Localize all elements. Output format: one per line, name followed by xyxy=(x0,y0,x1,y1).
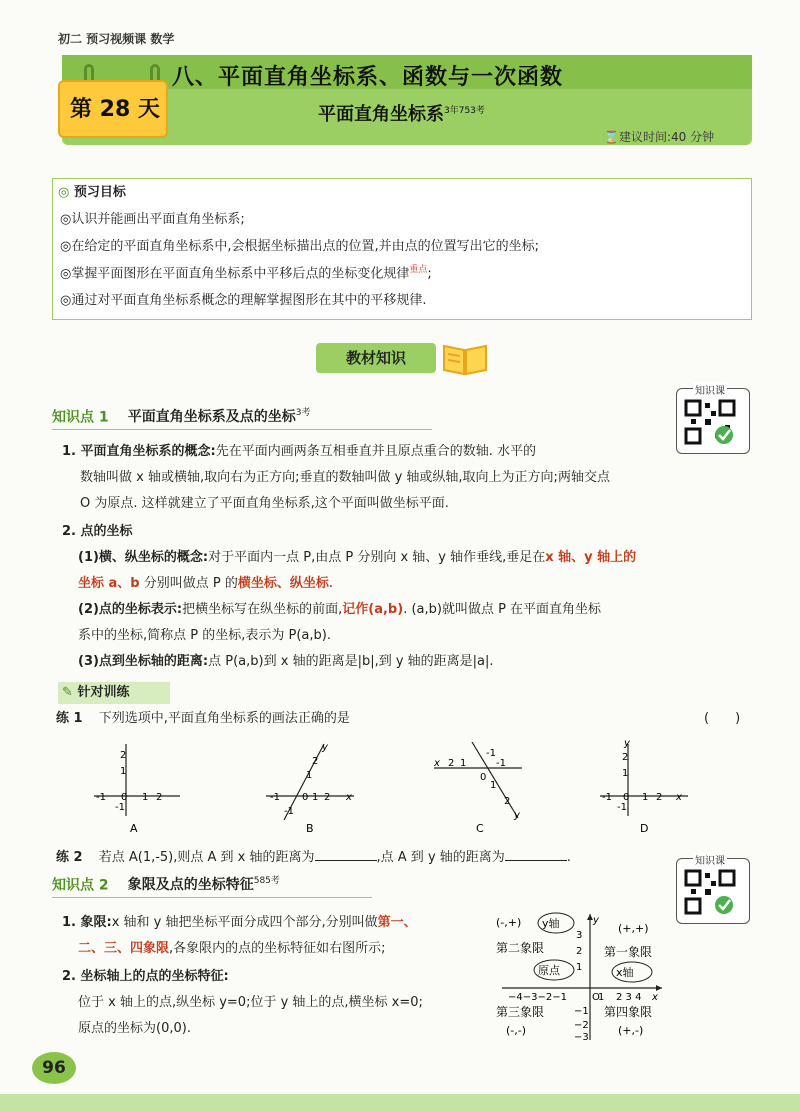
ex2-blank-1[interactable] xyxy=(315,860,377,861)
kp1-p21-red2: 坐标 a、b xyxy=(78,576,140,591)
svg-text:-1: -1 xyxy=(115,802,125,813)
option-a-figure[interactable] xyxy=(90,738,190,836)
kp1-p23-line xyxy=(78,649,494,675)
goals-title xyxy=(58,181,126,200)
ex2-blank-2[interactable] xyxy=(505,860,567,861)
kp1-number: 知识点 1 xyxy=(52,409,109,426)
svg-text:1: 1 xyxy=(142,792,149,803)
svg-text:1: 1 xyxy=(306,770,313,781)
kp1-p22-label: (2)点的坐标表示: xyxy=(78,602,183,617)
kp2-p2-label-text: 2. 坐标轴上的点的坐标特征: xyxy=(62,969,229,984)
kp2-p2-line2: 原点的坐标为(0,0). xyxy=(78,1021,191,1036)
kp2-header xyxy=(52,873,372,898)
time-tip xyxy=(604,128,714,145)
kp2-p1-red1: 第一、 xyxy=(377,915,417,930)
svg-text:1: 1 xyxy=(598,992,605,1003)
qr-code-icon xyxy=(677,389,747,451)
svg-text:2: 2 xyxy=(312,756,319,767)
q1-label: 第一象限 xyxy=(604,945,653,959)
page-number: 96 xyxy=(32,1052,76,1084)
qr-label: 知识课 xyxy=(693,852,727,867)
svg-text:-1: -1 xyxy=(284,806,294,817)
kp1-p23-label: (3)点到坐标轴的距离: xyxy=(78,654,209,669)
goal-item: ◎在给定的平面直角坐标系中,会根据坐标描出点的位置,并由点的位置写出它的坐标; xyxy=(60,239,539,254)
goal-item-text: ◎掌握平面图形在平面直角坐标系中平移后点的坐标变化规律 xyxy=(60,266,410,282)
kp1-p22-red: 记作(a,b) xyxy=(342,602,404,617)
kp1-p22-text: 把横坐标写在纵坐标的前面, xyxy=(182,602,343,617)
q4-sign: (+,-) xyxy=(618,1024,644,1037)
svg-text:y: y xyxy=(322,742,328,753)
svg-text:2: 2 xyxy=(156,792,163,803)
kp2-p2-line1: 位于 x 轴上的点,纵坐标 y=0;位于 y 轴上的点,横坐标 x=0; xyxy=(78,995,423,1010)
q3-sign: (-,-) xyxy=(506,1024,527,1037)
q4-label: 第四象限 xyxy=(604,1005,653,1019)
svg-text:-1: -1 xyxy=(96,792,106,803)
svg-text:0: 0 xyxy=(623,792,630,803)
hourglass-icon: ⌛ xyxy=(604,130,619,144)
svg-text:0: 0 xyxy=(302,792,309,803)
svg-text:y: y xyxy=(514,810,520,821)
kp2-p1-label: 1. 象限: xyxy=(62,915,112,930)
svg-text:1: 1 xyxy=(120,766,127,777)
kp2-title: 象限及点的坐标特征 xyxy=(127,877,254,894)
y-axis-label: y轴 xyxy=(542,917,560,930)
goals-title-text: 预习目标 xyxy=(73,185,126,200)
qr-code-box[interactable] xyxy=(676,388,750,454)
ex1-line xyxy=(56,706,350,732)
kp1-p1-line3: O 为原点. 这样就建立了平面直角坐标系,这个平面叫做坐标平面. xyxy=(80,496,449,511)
svg-text:2: 2 xyxy=(448,758,455,769)
kp1-p1-line1 xyxy=(62,439,536,465)
svg-text:O: O xyxy=(592,992,600,1003)
svg-text:2: 2 xyxy=(504,796,511,807)
ex2-text-b: ,点 A 到 y 轴的距离为 xyxy=(376,850,505,865)
training-title: 针对训练 xyxy=(77,685,130,700)
target-icon: ◎ xyxy=(58,185,70,200)
svg-text:1: 1 xyxy=(312,792,319,803)
open-book-icon xyxy=(440,340,490,378)
svg-text:1: 1 xyxy=(576,962,583,973)
day-label: 第 28 天 xyxy=(70,97,160,122)
training-header xyxy=(58,682,170,704)
q2-sign: (-,+) xyxy=(496,916,522,929)
kp1-title: 平面直角坐标系及点的坐标 xyxy=(127,409,296,426)
kp1-p22-line2: 系中的坐标,简称点 P 的坐标,表示为 P(a,b). xyxy=(78,628,331,643)
kp1-p23-text: 点 P(a,b)到 x 轴的距离是|b|,到 y 轴的距离是|a|. xyxy=(208,654,494,669)
quadrant-figure xyxy=(492,910,682,1042)
pencil-icon: ✎ xyxy=(62,685,73,700)
qr-code-box[interactable] xyxy=(676,858,750,924)
svg-text:y: y xyxy=(593,915,599,926)
kp1-p21-text2: 分别叫做点 P 的 xyxy=(139,576,238,591)
kp1-p21-text: 对于平面内一点 P,由点 P 分别向 x 轴、y 轴作垂线,垂足在 xyxy=(208,550,546,565)
qr-label: 知识课 xyxy=(693,382,727,397)
kp1-p1-label: 1. 平面直角坐标系的概念: xyxy=(62,444,216,459)
option-b-figure[interactable] xyxy=(262,738,372,836)
svg-text:0: 0 xyxy=(480,772,487,783)
lesson-title-text: 平面直角坐标系 xyxy=(318,104,444,125)
time-tip-text: 建议时间:40 分钟 xyxy=(618,130,715,144)
kp1-p21-red: x 轴、y 轴上的 xyxy=(545,550,637,565)
option-b-label: B xyxy=(306,822,314,835)
kp1-p21-end: . xyxy=(328,576,334,591)
series-title: 初二 预习视频课 数学 xyxy=(58,32,175,46)
ex2-end: . xyxy=(566,850,571,865)
svg-text:0: 0 xyxy=(121,792,128,803)
svg-text:1: 1 xyxy=(642,792,649,803)
ex1-answer-paren[interactable]: ( ) xyxy=(704,711,741,726)
key-point-tag: 重点 xyxy=(409,265,428,275)
svg-text:1: 1 xyxy=(490,780,497,791)
svg-text:y: y xyxy=(624,738,630,749)
kp1-p21-line2 xyxy=(78,571,333,597)
ex2-label: 练 2 xyxy=(56,850,83,865)
kp1-p22-text2: . (a,b)就叫做点 P 在平面直角坐标 xyxy=(403,602,602,617)
kp1-header xyxy=(52,405,432,430)
option-d-figure[interactable] xyxy=(596,738,696,836)
svg-text:2: 2 xyxy=(576,946,583,957)
kp2-p1-line2 xyxy=(78,936,386,962)
footer-bar xyxy=(0,1094,800,1112)
svg-text:2: 2 xyxy=(120,750,127,761)
x-axis-label: x轴 xyxy=(616,966,634,979)
svg-text:2: 2 xyxy=(324,792,331,803)
svg-text:1: 1 xyxy=(460,758,467,769)
svg-text:−3: −3 xyxy=(574,1032,589,1042)
svg-text:−1: −1 xyxy=(574,1006,589,1017)
kp1-p1-line2: 数轴叫做 x 轴或横轴,取向右为正方向;垂直的数轴叫做 y 轴或纵轴,取向上为正方向;两轴交点 xyxy=(80,470,610,485)
kp2-p1-text: x 轴和 y 轴把坐标平面分成四个部分,分别叫做 xyxy=(111,915,378,930)
origin-label: 原点 xyxy=(538,964,560,977)
kp2-number: 知识点 2 xyxy=(52,877,109,894)
kp1-p2-label-text: 2. 点的坐标 xyxy=(62,524,133,539)
svg-text:-1: -1 xyxy=(486,748,496,759)
svg-text:−4−3−2−1: −4−3−2−1 xyxy=(508,992,567,1003)
svg-text:x: x xyxy=(676,792,682,803)
option-d-label: D xyxy=(640,822,649,835)
kp1-p1-text: 先在平面内画两条互相垂直并且原点重合的数轴. 水平的 xyxy=(215,444,536,459)
kp2-p1-line1 xyxy=(62,910,417,936)
svg-text:x: x xyxy=(652,992,658,1003)
kp2-sup: 585考 xyxy=(253,876,280,886)
ex1-text: 下列选项中,平面直角坐标系的画法正确的是 xyxy=(98,711,350,726)
kp1-p21-line1 xyxy=(78,545,636,571)
kp1-sup: 3考 xyxy=(295,408,311,418)
svg-text:x: x xyxy=(346,792,352,803)
svg-text:2: 2 xyxy=(656,792,663,803)
kp1-p2-label xyxy=(62,519,133,545)
svg-text:−2: −2 xyxy=(574,1020,589,1031)
goal-item: ◎认识并能画出平面直角坐标系; xyxy=(60,212,245,227)
svg-text:-1: -1 xyxy=(617,802,627,813)
q3-label: 第三象限 xyxy=(496,1005,545,1019)
svg-text:-1: -1 xyxy=(496,758,506,769)
svg-text:1: 1 xyxy=(622,768,629,779)
kp1-p21-red3: 横坐标、纵坐标 xyxy=(237,576,329,591)
kp2-p2-label xyxy=(62,964,229,990)
svg-text:-1: -1 xyxy=(270,792,280,803)
svg-text:3: 3 xyxy=(576,930,583,941)
lesson-title xyxy=(318,100,485,126)
svg-text:2: 2 xyxy=(622,752,629,763)
kp2-p1-red2: 二、三、四象限 xyxy=(78,941,170,956)
ex2-text-a: 若点 A(1,-5),则点 A 到 x 轴的距离为 xyxy=(98,850,315,865)
goal-item: ◎通过对平面直角坐标系概念的理解掌握图形在其中的平移规律. xyxy=(60,293,427,308)
chapter-title: 八、平面直角坐标系、函数与一次函数 xyxy=(172,65,564,90)
option-c-label: C xyxy=(476,822,484,835)
ex2-line xyxy=(56,845,571,871)
section-label: 教材知识 xyxy=(316,343,436,373)
option-a-label: A xyxy=(130,822,138,835)
q1-sign: (+,+) xyxy=(618,922,649,935)
goal-item: ◎掌握平面图形在平面直角坐标系中平移后点的坐标变化规律$^{重点}$; xyxy=(60,265,432,282)
qr-code-icon xyxy=(677,859,747,921)
kp2-p1-text2: ,各象限内的点的坐标特征如右图所示; xyxy=(169,941,386,956)
ex1-label: 练 1 xyxy=(56,711,83,726)
svg-text:x: x xyxy=(434,758,440,769)
lesson-title-sup: 3年753考 xyxy=(444,106,485,116)
kp1-p22-line1 xyxy=(78,597,601,623)
q2-label: 第二象限 xyxy=(496,941,545,955)
kp1-p21-label: (1)横、纵坐标的概念: xyxy=(78,550,209,565)
svg-text:-1: -1 xyxy=(602,792,612,803)
option-c-figure[interactable] xyxy=(430,738,540,836)
svg-text:2 3 4: 2 3 4 xyxy=(616,992,642,1003)
